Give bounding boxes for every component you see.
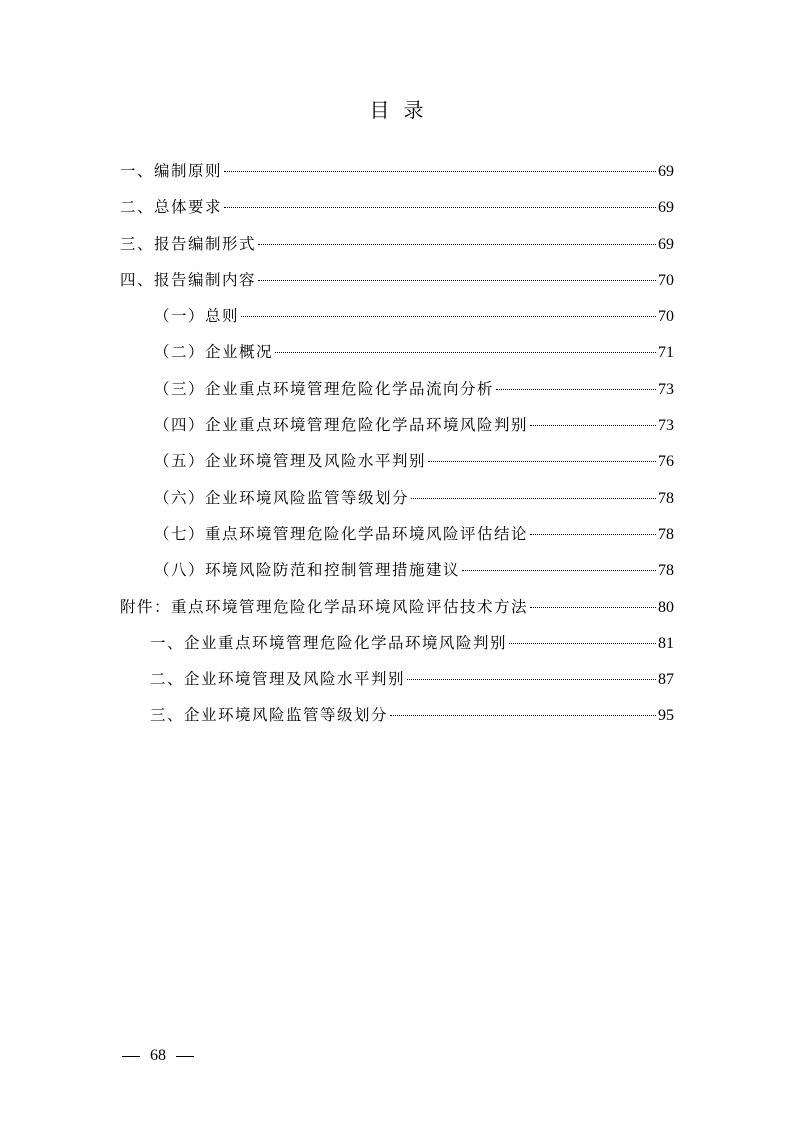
toc-entry-page: 70: [658, 271, 674, 289]
toc-subentry[interactable]: [120, 703, 674, 739]
toc-entry-label: 四、报告编制内容: [120, 270, 257, 289]
page-number: 68: [150, 1047, 166, 1064]
footer-dash-left: [122, 1056, 140, 1057]
dot-leader: [530, 425, 656, 426]
toc-entry-label: （七）重点环境管理危险化学品环境风险评估结论: [154, 524, 529, 543]
dot-leader: [241, 316, 656, 317]
dot-leader: [258, 244, 656, 245]
toc-entry-page: 78: [658, 562, 674, 580]
toc-entry-page: 71: [658, 344, 674, 362]
toc-entry-page: 73: [658, 417, 674, 435]
dot-leader: [407, 679, 656, 680]
toc-subentry[interactable]: [120, 449, 674, 485]
toc-entry-page: 87: [658, 671, 674, 689]
dot-leader: [411, 498, 656, 499]
dot-leader: [258, 280, 656, 281]
toc-entry-label: （一）总则: [154, 307, 240, 326]
toc-entry-label: （八）环境风险防范和控制管理措施建议: [154, 561, 461, 580]
toc-entry[interactable]: [120, 159, 674, 195]
toc-entry[interactable]: [120, 232, 674, 268]
toc-subentry[interactable]: [120, 377, 674, 413]
toc-entry-label: （二）企业概况: [154, 343, 274, 362]
toc-entry-page: 78: [658, 489, 674, 507]
toc-entry[interactable]: [120, 268, 674, 304]
toc-entry-page: 95: [658, 707, 674, 725]
toc-entry-label: 三、企业环境风险监管等级划分: [150, 706, 389, 725]
dot-leader: [428, 461, 656, 462]
toc-entry-label: 一、编制原则: [120, 162, 223, 180]
toc-subentry[interactable]: [120, 304, 674, 340]
toc-entry-label: （五）企业环境管理及风险水平判别: [154, 452, 427, 471]
toc-entry-label: 附件：重点环境管理危险化学品环境风险评估技术方法: [120, 597, 529, 616]
toc-entry-label: 二、总体要求: [120, 198, 223, 217]
toc-subentry[interactable]: [120, 667, 674, 703]
toc-entry-page: 69: [658, 199, 674, 217]
dot-leader: [496, 389, 656, 390]
toc-entry-page: 78: [658, 525, 674, 543]
toc-entry-label: 三、报告编制形式: [120, 234, 257, 253]
toc-entry-label: （四）企业重点环境管理危险化学品环境风险判别: [154, 416, 529, 435]
toc-subentry[interactable]: [120, 522, 674, 558]
toc-subentry[interactable]: [120, 631, 674, 667]
toc-entry[interactable]: [120, 195, 674, 231]
dot-leader: [275, 352, 656, 353]
toc-entry-page: 69: [658, 163, 674, 180]
dot-leader: [509, 643, 656, 644]
toc-entry-label: （三）企业重点环境管理危险化学品流向分析: [154, 379, 495, 398]
toc-entry-page: 69: [658, 235, 674, 253]
dot-leader: [224, 207, 656, 208]
toc-subentry[interactable]: [120, 558, 674, 594]
toc-entry[interactable]: [120, 595, 674, 631]
toc-subentry[interactable]: [120, 486, 674, 522]
dot-leader: [530, 534, 656, 535]
toc-entry-page: 80: [658, 598, 674, 616]
toc-entry-label: 二、企业环境管理及风险水平判别: [150, 670, 406, 689]
toc-entry-page: 70: [658, 308, 674, 326]
dot-leader: [530, 607, 656, 608]
toc-entry-label: （六）企业环境风险监管等级划分: [154, 488, 410, 507]
footer-dash-right: [176, 1056, 194, 1057]
dot-leader: [390, 715, 656, 716]
toc-entry-page: 81: [658, 634, 674, 652]
toc-subentry[interactable]: [120, 340, 674, 376]
page-title: 目录: [369, 98, 438, 122]
page-footer: [122, 1047, 194, 1065]
toc-entry-label: 一、企业重点环境管理危险化学品环境风险判别: [150, 633, 508, 652]
dot-leader: [224, 171, 656, 172]
toc-entry-page: 76: [658, 453, 674, 471]
toc-entry-page: 73: [658, 380, 674, 398]
dot-leader: [462, 570, 656, 571]
toc-subentry[interactable]: [120, 413, 674, 449]
table-of-contents: [120, 159, 674, 740]
